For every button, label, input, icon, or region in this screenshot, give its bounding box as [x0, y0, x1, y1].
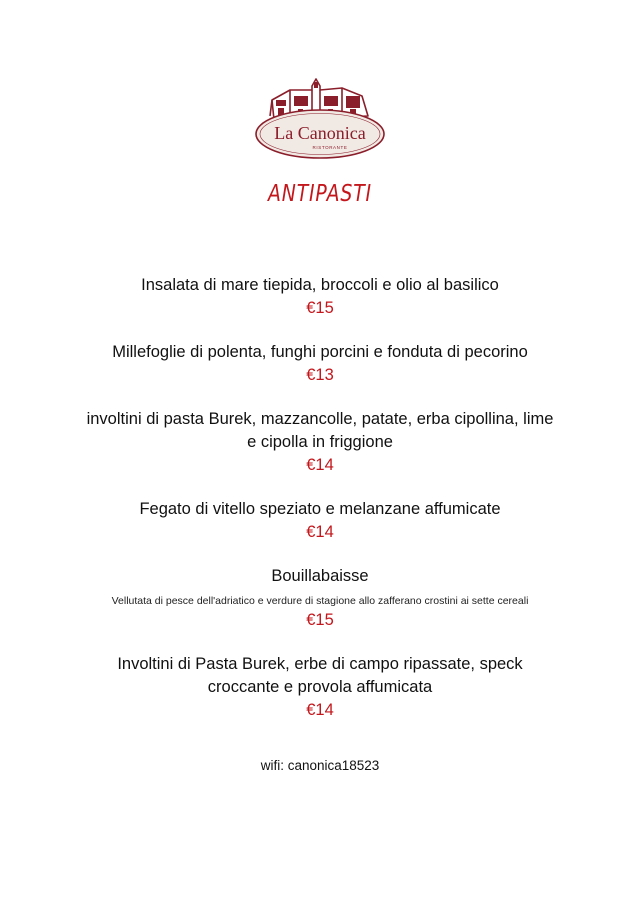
dish-price: €13 — [306, 366, 334, 384]
logo-tagline: RISTORANTE — [312, 145, 348, 150]
menu-item — [0, 274, 640, 320]
dish-name: Involtini di Pasta Burek, erbe di campo ripassate, speck croccante e provola affumicata — [117, 655, 523, 696]
logo-emblem — [250, 76, 390, 166]
dish-price: €15 — [306, 611, 334, 629]
dish-price: €14 — [306, 456, 334, 474]
dish-name: Insalata di mare tiepida, broccoli e olio al basilico — [141, 276, 499, 294]
menu-item — [0, 565, 640, 632]
menu-list — [0, 274, 640, 722]
restaurant-logo — [250, 76, 390, 166]
dish-name: involtini di pasta Burek, mazzancolle, patate, erba cipollina, lime e cipolla in friggione — [86, 410, 554, 451]
menu-item — [0, 408, 640, 477]
menu-item — [0, 653, 640, 722]
dish-price: €15 — [306, 299, 334, 317]
dish-name: Fegato di vitello speziato e melanzane affumicate — [139, 500, 501, 518]
dish-description: Vellutata di pesce dell'adriatico e verdure di stagione allo zafferano crostini ai sette cereali — [111, 595, 529, 607]
section-title: ANTIPASTI — [268, 181, 372, 207]
wifi-info: wifi: canonica18523 — [260, 758, 380, 773]
dish-price: €14 — [306, 701, 334, 719]
menu-item — [0, 498, 640, 544]
dish-price: €14 — [306, 523, 334, 541]
menu-item — [0, 341, 640, 387]
logo-name: La Canonica — [274, 123, 366, 143]
dish-name: Millefoglie di polenta, funghi porcini e fonduta di pecorino — [112, 343, 528, 361]
dish-name: Bouillabaisse — [271, 567, 369, 585]
